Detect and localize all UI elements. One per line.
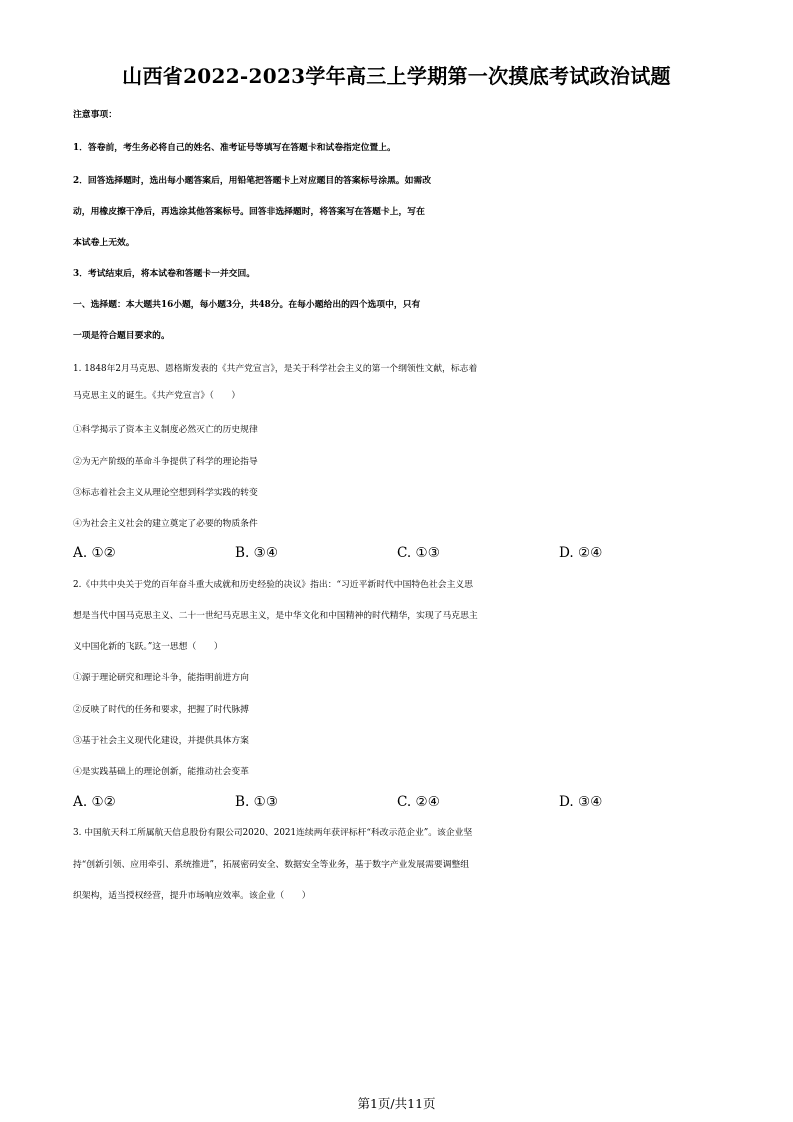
question-2-statement-4: ④是实践基础上的理论创新，能推动社会变革: [73, 767, 249, 777]
question-1-statement-1: ①科学揭示了资本主义制度必然灭亡的历史规律: [73, 425, 258, 435]
option-b[interactable]: B. ①③: [235, 794, 279, 810]
page-footer: 第1页/共11页: [357, 1096, 436, 1111]
question-2-options: [73, 792, 723, 812]
option-d[interactable]: D. ③④: [559, 794, 603, 810]
question-2-stem-line-1: 2.《中共中央关于党的百年奋斗重大成就和历史经验的决议》指出：“习近平新时代中国特色社会主义思: [73, 580, 473, 590]
section-heading-line-1: 一、选择题：本大题共16小题，每小题3分，共48分。在每小题给出的四个选项中，只有: [73, 300, 421, 310]
question-3-stem-line-3: 织架构，适当授权经营，提升市场响应效率。该企业（ ）: [73, 891, 311, 901]
notice-heading: 注意事项：: [73, 110, 117, 120]
option-a[interactable]: A. ①②: [73, 545, 116, 561]
option-b[interactable]: B. ③④: [235, 545, 279, 561]
question-2-statement-3: ③基于社会主义现代化建设，并提供具体方案: [73, 736, 249, 746]
notice-item-1: 1．答卷前，考生务必将自己的姓名、准考证号等填写在答题卡和试卷指定位置上。: [73, 143, 396, 153]
notice-item-2-line-1: 2．回答选择题时，选出每小题答案后，用铅笔把答题卡上对应题目的答案标号涂黑。如需改: [73, 176, 431, 186]
option-c[interactable]: C. ①③: [397, 545, 440, 561]
option-d[interactable]: D. ②④: [559, 545, 603, 561]
question-1-statement-2: ②为无产阶级的革命斗争提供了科学的理论指导: [73, 457, 258, 467]
question-1-statement-3: ③标志着社会主义从理论空想到科学实践的转变: [73, 488, 258, 498]
question-1-stem-line-1: 1. 1848年2月马克思、恩格斯发表的《共产党宣言》，是关于科学社会主义的第一个纲领性文献，标志着: [73, 364, 478, 374]
question-2-statement-1: ①源于理论研究和理论斗争，能指明前进方向: [73, 673, 249, 683]
option-c[interactable]: C. ②④: [397, 794, 440, 810]
question-1-stem-line-2: 马克思主义的诞生。《共产党宣言》（ ）: [73, 391, 241, 401]
notice-item-3: 3．考试结束后，将本试卷和答题卡一并交回。: [73, 269, 256, 279]
notice-item-2-line-2: 动，用橡皮擦干净后，再选涂其他答案标号。回答非选择题时，将答案写在答题卡上，写在: [73, 207, 425, 217]
option-a[interactable]: A. ①②: [73, 794, 116, 810]
question-1-statement-4: ④为社会主义社会的建立奠定了必要的物质条件: [73, 519, 258, 529]
question-2-stem-line-2: 想是当代中国马克思主义、二十一世纪马克思主义，是中华文化和中国精神的时代精华，实现了马克思主: [73, 611, 478, 621]
question-3-stem-line-2: 持“创新引领、应用牵引、系统推进”，拓展密码安全、数据安全等业务，基于数字产业发展需要调整组: [73, 860, 470, 870]
question-2-statement-2: ②反映了时代的任务和要求，把握了时代脉搏: [73, 705, 249, 715]
page-title: 山西省2022-2023学年高三上学期第一次摸底考试政治试题: [122, 64, 671, 88]
question-2-stem-line-3: 义中国化新的飞跃。”这一思想（ ）: [73, 642, 223, 652]
notice-item-2-line-3: 本试卷上无效。: [73, 238, 135, 248]
question-1-options: [73, 543, 723, 563]
question-3-stem-line-1: 3. 中国航天科工所属航天信息股份有限公司2020、2021连续两年获评标杆“科改示范企业”。该企业坚: [73, 828, 473, 838]
section-heading-line-2: 一项是符合题目要求的。: [73, 331, 170, 341]
